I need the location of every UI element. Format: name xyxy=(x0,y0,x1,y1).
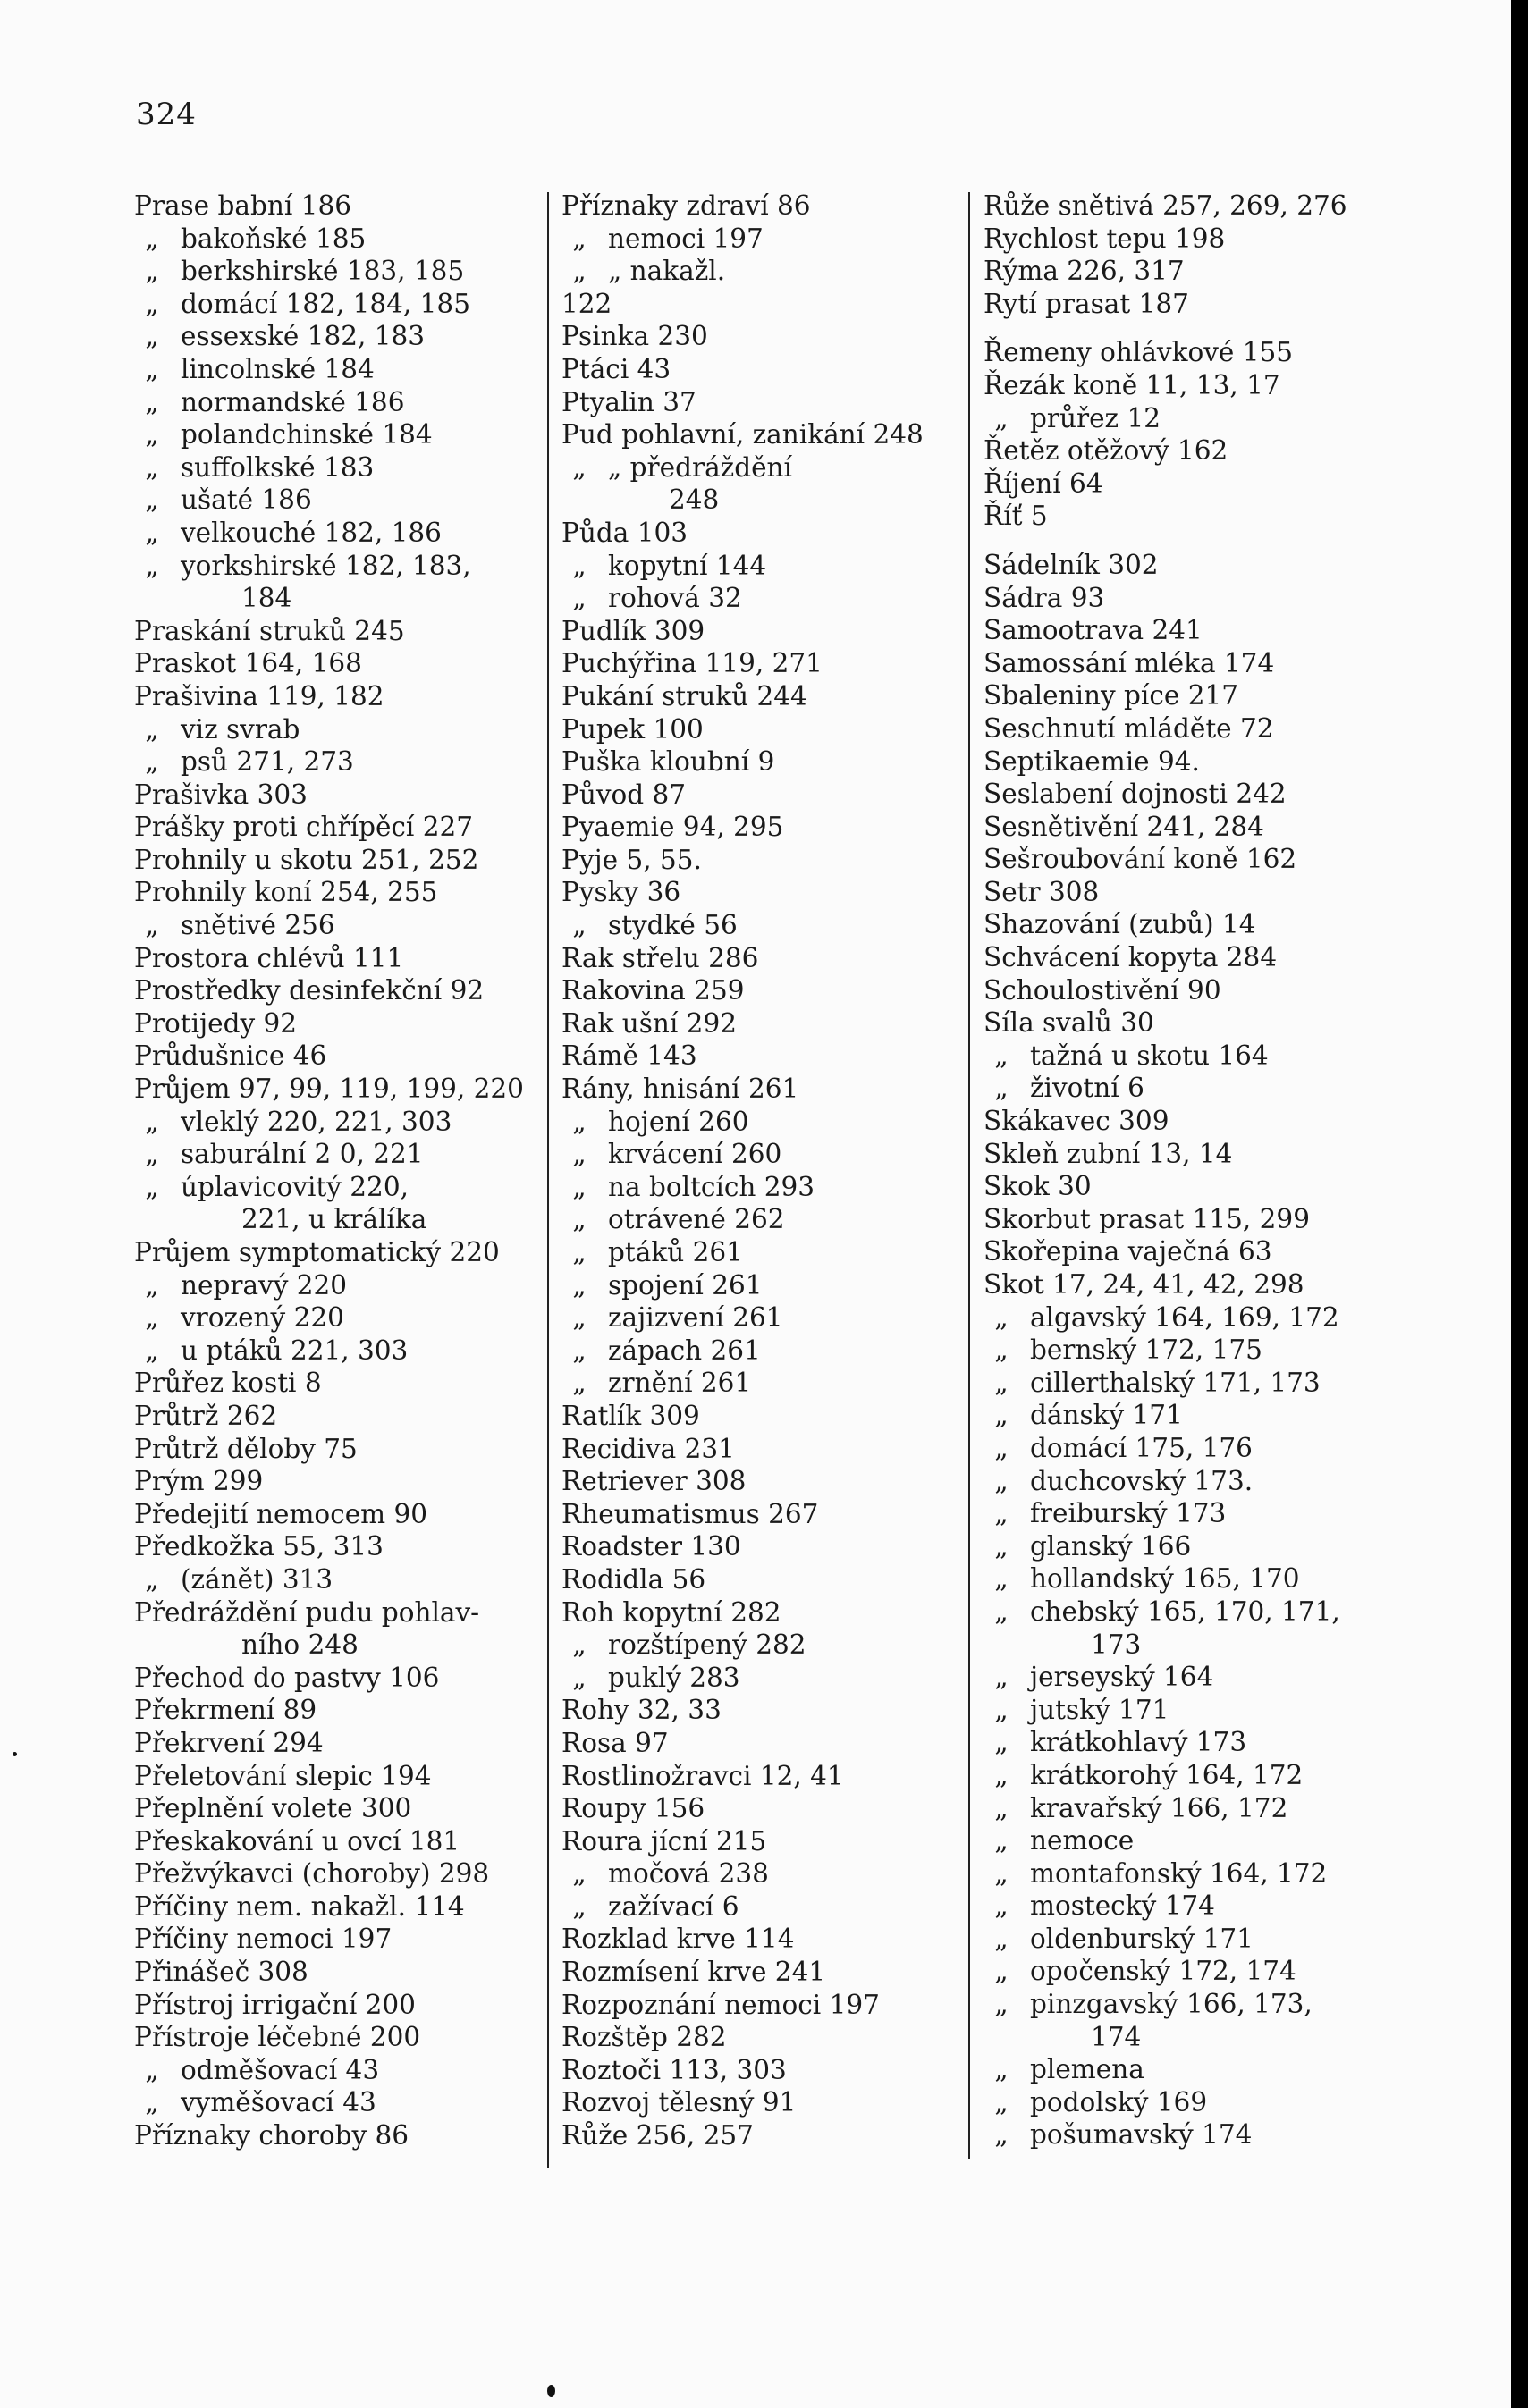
index-continuation: ního 248 xyxy=(241,1629,359,1661)
index-subentry: „ u ptáků 221, 303 xyxy=(134,1335,536,1368)
index-subentry: „ psů 271, 273 xyxy=(134,745,536,779)
index-subentry: „ glanský 166 xyxy=(983,1530,1381,1563)
index-entry: Setr 308 xyxy=(983,876,1100,907)
index-subentry: „ lincolnské 184 xyxy=(134,353,536,386)
index-subentry: „ průřez 12 xyxy=(983,402,1381,435)
index-entry: Příznaky choroby 86 xyxy=(134,2120,409,2151)
index-entry: Rychlost tepu 198 xyxy=(983,223,1226,254)
index-subentry: „ vleklý 220, 221, 303 xyxy=(134,1106,536,1139)
index-subentry: „ oldenburský 171 xyxy=(983,1923,1381,1956)
index-entry: Seschnutí mláděte 72 xyxy=(983,712,1274,744)
index-entry: Příznaky zdraví 86 xyxy=(561,190,811,221)
index-subentry: „ normandské 186 xyxy=(134,386,536,419)
index-entry: Rozmísení krve 241 xyxy=(561,1957,826,1988)
index-entry: Pyaemie 94, 295 xyxy=(561,812,784,843)
index-subentry: „ zápach 261 xyxy=(561,1335,964,1368)
index-entry: Překrmení 89 xyxy=(134,1695,317,1726)
index-entry: Pupek 100 xyxy=(561,713,704,745)
index-continuation: 221, u králíka xyxy=(241,1204,427,1235)
index-entry: Skořepina vaječná 63 xyxy=(983,1236,1272,1267)
index-entry: Skorbut prasat 115, 299 xyxy=(983,1203,1310,1234)
index-entry: Praskání struků 245 xyxy=(134,615,405,646)
index-entry: Přežvýkavci (choroby) 298 xyxy=(134,1858,490,1890)
index-entry: Rýma 226, 317 xyxy=(983,256,1185,287)
index-entry: Růže 256, 257 xyxy=(561,2120,754,2151)
index-subentry: „ krvácení 260 xyxy=(561,1138,964,1171)
index-subentry: „ vyměšovací 43 xyxy=(134,2086,536,2119)
index-entry: Růže snětivá 257, 269, 276 xyxy=(983,190,1347,221)
page-number: 324 xyxy=(136,97,197,132)
index-entry: Rytí prasat 187 xyxy=(983,288,1189,319)
index-subentry: „ zažívací 6 xyxy=(561,1890,964,1924)
index-entry: Rostlinožravci 12, 41 xyxy=(561,1760,844,1791)
index-entry: Skot 17, 24, 41, 42, 298 xyxy=(983,1269,1304,1300)
index-entry: Říjení 64 xyxy=(983,467,1103,499)
index-entry: Roura jícní 215 xyxy=(561,1825,767,1857)
index-entry: Řemeny ohlávkové 155 xyxy=(983,337,1294,368)
index-subentry: „ rohová 32 xyxy=(561,582,964,615)
index-continuation: 173 xyxy=(1091,1629,1142,1660)
index-entry: Předráždění pudu pohlav- xyxy=(134,1596,480,1628)
index-entry: Půda 103 xyxy=(561,517,688,548)
scan-speck xyxy=(13,1752,17,1756)
index-subentry: „ domácí 182, 184, 185 xyxy=(134,288,536,321)
index-subentry: „ plemena xyxy=(983,2053,1381,2086)
index-entry: 122 xyxy=(561,288,612,319)
index-entry: Pud pohlavní, zanikání 248 xyxy=(561,419,924,450)
index-entry: Říť 5 xyxy=(983,501,1048,532)
index-entry: Skok 30 xyxy=(983,1171,1092,1202)
index-entry: Přechod do pastvy 106 xyxy=(134,1662,440,1693)
index-subentry: „ pinzgavský 166, 173, xyxy=(983,1988,1381,2021)
index-entry: Rámě 143 xyxy=(561,1040,697,1072)
index-entry: Prašivka 303 xyxy=(134,779,308,810)
index-subentry: „ essexské 182, 183 xyxy=(134,320,536,353)
index-subentry: „ nepravý 220 xyxy=(134,1269,536,1302)
index-entry: Prase babní 186 xyxy=(134,190,351,221)
index-entry: Průjem symptomatický 220 xyxy=(134,1237,500,1267)
index-column-2 xyxy=(561,189,964,2152)
index-entry: Pudlík 309 xyxy=(561,615,705,646)
index-subentry: „ cillerthalský 171, 173 xyxy=(983,1367,1381,1400)
index-entry: Rak ušní 292 xyxy=(561,1007,737,1039)
index-entry: Praskot 164, 168 xyxy=(134,648,362,679)
index-subentry: „ otrávené 262 xyxy=(561,1203,964,1236)
index-entry: Přístroje léčebné 200 xyxy=(134,2022,421,2053)
index-entry: Průtrž děloby 75 xyxy=(134,1433,358,1464)
index-entry: Prášky proti chřípěcí 227 xyxy=(134,812,474,843)
index-entry: Sádra 93 xyxy=(983,582,1105,613)
index-entry: Přeplnění volete 300 xyxy=(134,1793,412,1824)
index-entry: Rozštěp 282 xyxy=(561,2022,727,2053)
scan-speck xyxy=(547,2385,555,2397)
index-subentry: „ velkouché 182, 186 xyxy=(134,517,536,550)
index-subentry: „ zrnění 261 xyxy=(561,1367,964,1400)
index-entry: Rozvoj tělesný 91 xyxy=(561,2087,797,2118)
index-entry: Přeskakování u ovcí 181 xyxy=(134,1825,460,1857)
index-entry: Rány, hnisání 261 xyxy=(561,1073,799,1105)
index-entry: Předejití nemocem 90 xyxy=(134,1498,428,1529)
index-entry: Psinka 230 xyxy=(561,321,708,352)
index-entry: Prohnily u skotu 251, 252 xyxy=(134,844,479,875)
index-subentry: „ kravařský 166, 172 xyxy=(983,1792,1381,1825)
index-entry: Průdušnice 46 xyxy=(134,1040,327,1072)
index-entry: Rosa 97 xyxy=(561,1727,669,1758)
index-entry: Retriever 308 xyxy=(561,1466,747,1497)
index-subentry: „ polandchinské 184 xyxy=(134,418,536,451)
index-subentry: „ ušaté 186 xyxy=(134,484,536,517)
index-entry: Schoulostivění 90 xyxy=(983,974,1221,1006)
index-continuation: 184 xyxy=(241,583,292,614)
index-subentry: „ spojení 261 xyxy=(561,1269,964,1302)
index-subentry: „ podolský 169 xyxy=(983,2086,1381,2119)
index-subentry: „ freiburský 173 xyxy=(983,1497,1381,1530)
index-subentry: „ viz svrab xyxy=(134,713,536,746)
index-entry: Prašivina 119, 182 xyxy=(134,680,384,711)
index-subentry: „ zajizvení 261 xyxy=(561,1301,964,1335)
index-column-3 xyxy=(983,189,1381,2151)
index-subentry: „ bakoňské 185 xyxy=(134,223,536,256)
index-entry: Ptyalin 37 xyxy=(561,386,696,417)
index-entry: Sesnětivění 241, 284 xyxy=(983,811,1264,842)
index-subentry: „ pošumavský 174 xyxy=(983,2118,1381,2151)
index-subentry: „ mostecký 174 xyxy=(983,1890,1381,1923)
index-subentry: „ kopytní 144 xyxy=(561,550,964,583)
index-column-1 xyxy=(134,189,536,2152)
index-subentry: „ ptáků 261 xyxy=(561,1236,964,1269)
index-entry: Rozpoznání nemoci 197 xyxy=(561,1989,880,2020)
index-entry: Roadster 130 xyxy=(561,1531,741,1562)
index-entry: Pukání struků 244 xyxy=(561,680,807,711)
index-subentry: „ algavský 164, 169, 172 xyxy=(983,1301,1381,1335)
index-subentry: „ stydké 56 xyxy=(561,909,964,942)
index-entry: Skleň zubní 13, 14 xyxy=(983,1138,1233,1169)
index-subentry: „ na boltcích 293 xyxy=(561,1171,964,1204)
index-entry: Pysky 36 xyxy=(561,877,681,908)
section-gap xyxy=(983,320,1381,336)
index-subentry: „ „ nakažl. xyxy=(561,255,964,288)
index-subentry: „ odměšovací 43 xyxy=(134,2054,536,2087)
index-subentry: „ opočenský 172, 174 xyxy=(983,1955,1381,1988)
index-entry: Přinášeč 308 xyxy=(134,1957,308,1988)
index-entry: Řezák koně 11, 13, 17 xyxy=(983,369,1280,400)
index-entry: Prohnily koní 254, 255 xyxy=(134,877,438,908)
index-subentry: „ hojení 260 xyxy=(561,1106,964,1139)
index-entry: Rohy 32, 33 xyxy=(561,1695,722,1726)
index-entry: Puchýřina 119, 271 xyxy=(561,648,823,679)
index-entry: Přístroj irrigační 200 xyxy=(134,1989,416,2020)
index-subentry: „ jerseyský 164 xyxy=(983,1661,1381,1694)
index-entry: Překrvení 294 xyxy=(134,1727,324,1758)
index-subentry: „ bernský 172, 175 xyxy=(983,1334,1381,1367)
index-entry: Roupy 156 xyxy=(561,1793,705,1824)
index-entry: Rak střelu 286 xyxy=(561,942,759,973)
index-entry: Sešroubování koně 162 xyxy=(983,844,1297,875)
index-entry: Prostora chlévů 111 xyxy=(134,942,404,973)
index-entry: Roh kopytní 282 xyxy=(561,1596,781,1628)
index-continuation: 248 xyxy=(669,484,720,516)
index-entry: Rakovina 259 xyxy=(561,975,745,1006)
index-subentry: „ saburální 2 0, 221 xyxy=(134,1138,536,1171)
index-subentry: „ životní 6 xyxy=(983,1072,1381,1105)
index-subentry: „ vrozený 220 xyxy=(134,1301,536,1335)
index-subentry: „ snětivé 256 xyxy=(134,909,536,942)
index-entry: Shazování (zubů) 14 xyxy=(983,909,1256,940)
index-subentry: „ nemoci 197 xyxy=(561,223,964,256)
index-subentry: „ puklý 283 xyxy=(561,1662,964,1695)
index-subentry: „ „ předráždění xyxy=(561,451,964,484)
index-entry: Průjem 97, 99, 119, 199, 220 xyxy=(134,1073,524,1105)
index-continuation: 174 xyxy=(1091,2021,1142,2052)
index-entry: Původ 87 xyxy=(561,779,687,810)
index-subentry: „ chebský 165, 170, 171, xyxy=(983,1596,1381,1629)
index-entry: Rozklad krve 114 xyxy=(561,1924,795,1955)
index-entry: Sbaleniny píce 217 xyxy=(983,680,1239,711)
index-subentry: „ močová 238 xyxy=(561,1857,964,1890)
index-subentry: „ dánský 171 xyxy=(983,1399,1381,1432)
index-entry: Rheumatismus 267 xyxy=(561,1498,819,1529)
index-entry: Prostředky desinfekční 92 xyxy=(134,975,485,1006)
index-entry: Recidiva 231 xyxy=(561,1433,735,1464)
index-entry: Roztoči 113, 303 xyxy=(561,2054,787,2085)
column-divider xyxy=(968,192,970,2159)
index-subentry: „ duchcovský 173. xyxy=(983,1465,1381,1498)
index-entry: Řetěz otěžový 162 xyxy=(983,435,1228,467)
index-entry: Předkožka 55, 313 xyxy=(134,1531,384,1562)
index-entry: Přeletování slepic 194 xyxy=(134,1760,432,1791)
index-subentry: „ berkshirské 183, 185 xyxy=(134,255,536,288)
index-entry: Průřez kosti 8 xyxy=(134,1368,322,1399)
index-entry: Sádelník 302 xyxy=(983,549,1159,580)
index-entry: Rodidla 56 xyxy=(561,1563,706,1595)
column-divider xyxy=(547,192,549,2168)
index-subentry: „ rozštípený 282 xyxy=(561,1629,964,1662)
index-entry: Ptáci 43 xyxy=(561,353,671,384)
index-subentry: „ domácí 175, 176 xyxy=(983,1432,1381,1465)
index-entry: Protijedy 92 xyxy=(134,1007,298,1039)
index-entry: Síla svalů 30 xyxy=(983,1007,1154,1039)
index-subentry: „ montafonský 164, 172 xyxy=(983,1857,1381,1890)
index-subentry: „ yorkshirské 182, 183, xyxy=(134,550,536,583)
index-entry: Seslabení dojnosti 242 xyxy=(983,779,1287,810)
index-subentry: „ tažná u skotu 164 xyxy=(983,1040,1381,1073)
index-subentry: „ (zánět) 313 xyxy=(134,1563,536,1596)
index-entry: Samootrava 241 xyxy=(983,615,1203,646)
index-entry: Skákavec 309 xyxy=(983,1106,1169,1137)
index-entry: Samossání mléka 174 xyxy=(983,647,1275,678)
index-subentry: „ jutský 171 xyxy=(983,1694,1381,1727)
index-entry: Pyje 5, 55. xyxy=(561,844,702,875)
index-entry: Příčiny nem. nakažl. 114 xyxy=(134,1890,465,1922)
index-entry: Prým 299 xyxy=(134,1466,264,1497)
index-subentry: „ nemoce xyxy=(983,1824,1381,1857)
index-subentry: „ hollandský 165, 170 xyxy=(983,1562,1381,1596)
index-entry: Schvácení kopyta 284 xyxy=(983,942,1278,973)
index-subentry: „ suffolkské 183 xyxy=(134,451,536,484)
section-gap xyxy=(983,533,1381,549)
index-entry: Septikaemie 94. xyxy=(983,745,1200,777)
index-subentry: „ úplavicovitý 220, xyxy=(134,1171,536,1204)
index-entry: Průtrž 262 xyxy=(134,1400,278,1431)
index-subentry: „ krátkorohý 164, 172 xyxy=(983,1759,1381,1792)
index-entry: Příčiny nemoci 197 xyxy=(134,1924,393,1955)
index-entry: Puška kloubní 9 xyxy=(561,746,775,778)
index-entry: Ratlík 309 xyxy=(561,1400,700,1431)
index-subentry: „ krátkohlavý 173 xyxy=(983,1726,1381,1759)
